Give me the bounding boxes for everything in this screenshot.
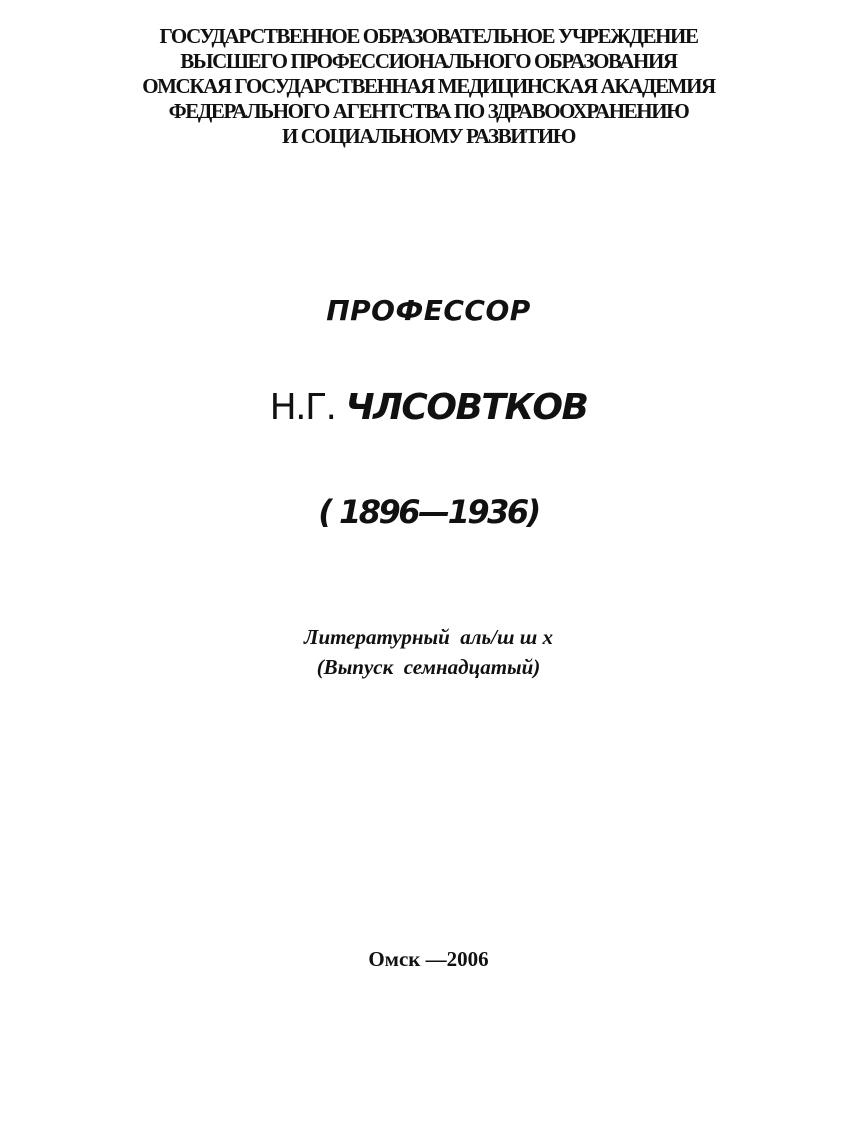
header-line-1: ГОСУДАРСТВЕННОЕ ОБРАЗОВАТЕЛЬНОЕ УЧРЕЖДЕНИЕ xyxy=(159,24,698,48)
header-line-3: ОМСКАЯ ГОСУДАРСТВЕННАЯ МЕДИЦИНСКАЯ АКАДЕМИЯ xyxy=(142,74,715,98)
person-name xyxy=(0,387,857,428)
professor-title: ПРОФЕССОР xyxy=(326,294,531,327)
person-surname: ЧЛСОВТКОВ xyxy=(345,387,588,428)
header-line-5: И СОЦИАЛЬНОМУ РАЗВИТИЮ xyxy=(282,124,575,148)
life-years: ( 1896—1936) xyxy=(318,493,539,531)
subtitle-line-1: Литературный аль/ш ш х xyxy=(304,625,553,649)
person-initials: Н.Г. xyxy=(269,387,336,428)
header-line-4: ФЕДЕРАЛЬНОГО АГЕНТСТВА ПО ЗДРАВООХРАНЕНИЮ xyxy=(168,99,689,123)
place-and-year: Омск —2006 xyxy=(368,947,489,971)
subtitle-line-2: (Выпуск семнадцатый) xyxy=(316,655,541,679)
header-line-2: ВЫСШЕГО ПРОФЕССИОНАЛЬНОГО ОБРАЗОВАНИЯ xyxy=(180,49,677,73)
institution-header xyxy=(80,24,777,149)
publication-subtitle xyxy=(0,622,857,682)
